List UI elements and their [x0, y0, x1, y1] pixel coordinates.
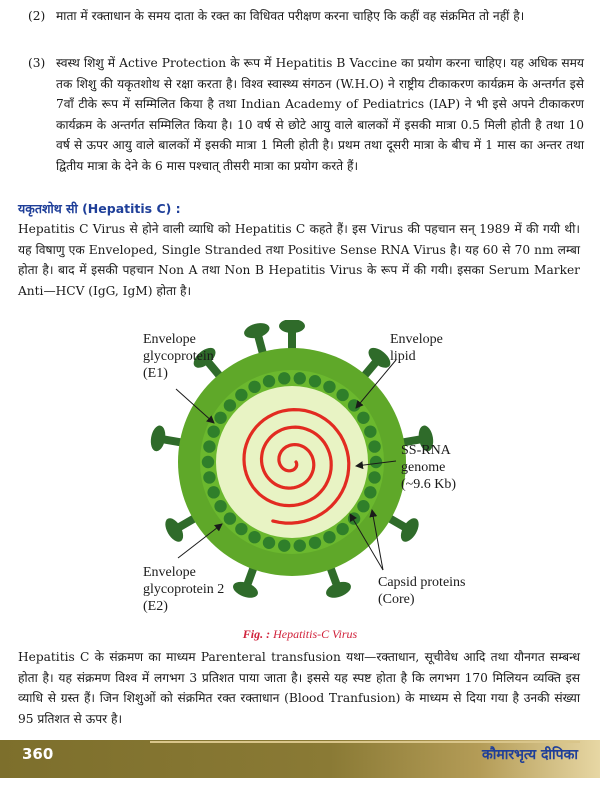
capsid-dot	[336, 523, 348, 535]
capsid-dot	[278, 372, 290, 384]
capsid-dot	[214, 412, 226, 424]
capsid-dot	[235, 389, 247, 401]
capsid-dot	[309, 375, 321, 387]
capsid-dot	[203, 440, 215, 452]
capsid-dot	[248, 381, 260, 393]
label-e2-line1: Envelope	[143, 565, 196, 580]
capsid-dot	[309, 537, 321, 549]
hcv-virus-diagram	[0, 320, 600, 620]
label-rna-line1: SS-RNA	[401, 443, 451, 458]
capsid-dot	[207, 486, 219, 498]
capsid-dot	[323, 531, 335, 543]
item-number: (2)	[28, 9, 46, 23]
label-e1-line3: (E1)	[143, 366, 168, 381]
capsid-dot	[203, 471, 215, 483]
label-e2-line3: (E2)	[143, 599, 168, 614]
figure-caption	[0, 627, 600, 642]
e1-glycoprotein-spike	[162, 515, 199, 545]
capsid-dot	[207, 425, 219, 437]
capsid-dot	[202, 456, 214, 468]
e2-glycoprotein-spike	[361, 344, 393, 379]
capsid-dot	[323, 381, 335, 393]
footer-rule	[150, 741, 580, 743]
capsid-dot	[364, 425, 376, 437]
capsid-dot	[357, 500, 369, 512]
label-e2-line2: glycoprotein 2	[143, 582, 225, 597]
section-heading: यकृतशोथ सी (Hepatitis C) :	[18, 201, 181, 216]
capsid-dot	[263, 537, 275, 549]
capsid-dot	[263, 375, 275, 387]
item-text: स्वस्थ शिशु में Active Protection के रूप में Hepatitis B Vaccine का प्रयोग करना चाहिए। यह अधिक समय तक शिशु की यकृतशोथ से रक्षा करता है। विश्व स्वास्थ्य संगठन (W.H.O) ने राष्ट्रीय टीकाकरण कार्यक्रम के अन्तर्गत इसे 7वाँ टीके रूप में सम्मिलित किया है तथा Indian Academy of Pediatrics (IAP) ने भी इसे अपने टीकाकरण कार्यक्रम के अन्तर्गत सम्मिलित किया है। 10 वर्ष से छोटे आयु वाले बालकों में इसकी मात्रा 0.5 मिली होती है तथा 10 वर्ष से ऊपर आयु वाले बालकों में इसकी मात्रा 1 मिली होती है। प्रथम तथा दूसरी मात्रा के बीच में 1 मास का अन्तर तथा द्वितीय मात्रा के देने के 6 मास पश्चात् तीसरी मात्रा का प्रयोग करते हैं।	[56, 56, 584, 173]
label-lipid-line2: lipid	[390, 349, 416, 364]
capsid-dot	[278, 539, 290, 551]
label-lipid-line1: Envelope	[390, 332, 443, 347]
capsid-dot	[294, 372, 306, 384]
capsid-dot	[294, 539, 306, 551]
e2-glycoprotein-spike	[386, 515, 423, 545]
capsid-dot	[235, 523, 247, 535]
capsid-dot	[214, 500, 226, 512]
closing-paragraph: Hepatitis C के संक्रमण का माध्यम Parenteral transfusion यथा—रक्ताधान, सूचीवेध आदि तथा यौनगत सम्बन्ध होता है। यह संक्रमण विश्व में लगभग 3 प्रतिशत पाया जाता है। इससे यह स्पष्ट होता है कि लगभग 170 मिलियन व्यक्ति इस व्याधि से ग्रस्त हैं। जिन शिशुओं को संक्रमित रक्त रक्ताधान (Blood Tranfusion) के माध्यम से दिया गया है उनकी संख्या 95 प्रतिशत से ऊपर है।	[18, 650, 580, 726]
label-capsid-line2: (Core)	[378, 592, 415, 607]
item-number: (3)	[28, 56, 46, 70]
capsid-dot	[224, 399, 236, 411]
caption-text: Hepatitis-C Virus	[273, 627, 358, 641]
caption-prefix: Fig. :	[242, 627, 271, 641]
capsid-dot	[224, 512, 236, 524]
page-number: 360	[22, 745, 54, 763]
label-e1-line1: Envelope	[143, 332, 196, 347]
capsid-dot	[368, 471, 380, 483]
capsid-dot	[368, 440, 380, 452]
capsid-dot	[357, 412, 369, 424]
label-capsid-line1: Capsid proteins	[378, 575, 466, 590]
item-text: माता में रक्ताधान के समय दाता के रक्त का विधिवत परीक्षण करना चाहिए कि कहीं वह संक्रमित तो नहीं है।	[56, 9, 525, 23]
label-rna-line3: (~9.6 Kb)	[401, 477, 457, 492]
section-paragraph: Hepatitis C Virus से होने वाली व्याधि को Hepatitis C कहते हैं। इस Virus की पहचान सन् 1989 में की गयी थी। यह विषाणु एक Enveloped, Single Stranded तथा Positive Sense RNA Virus है। यह 60 से 70 nm लम्बा होता है। बाद में इसकी पहचान Non A तथा Non B Hepatitis Virus के रूप में की गयी। इसका Serum Marker Anti—HCV (IgG, IgM) होता है।	[18, 222, 580, 298]
capsid-dot	[364, 486, 376, 498]
list-item-3	[0, 53, 600, 193]
capsid-dot	[336, 389, 348, 401]
book-title: कौमारभृत्य दीपिका	[481, 747, 578, 763]
label-rna-line2: genome	[401, 460, 446, 475]
label-e1-line2: glycoprotein	[143, 349, 214, 364]
capsid-dot	[248, 531, 260, 543]
capsid-dot	[370, 456, 382, 468]
list-item-2	[0, 6, 600, 28]
